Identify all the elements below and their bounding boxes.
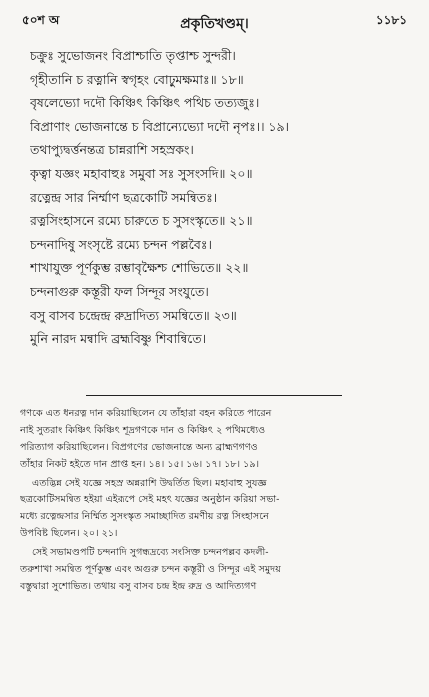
footnote-line: ছত্রকোটিসমন্বিত হইয়া এইরূপে সেই মহৎ যজ্ঞের অনুষ্ঠান করিয়া সভা- <box>20 494 280 506</box>
verse-line: বসু বাসব চন্দ্রেন্দ্র রুদ্রাদিত্য সমন্বিতে॥ ২৩॥ <box>30 307 237 323</box>
section-divider <box>86 395 342 396</box>
footnote-line: উপবিষ্ট ছিলেন। ২০। ২১। <box>20 528 118 540</box>
verse-line: বৃষলেভ্যো দদৌ কিঞ্চিৎ কিঞ্চিৎ পথিচ তত্যজুঃ। <box>30 95 260 111</box>
footnote-line: পরিত্যাগ করিয়াছিলেন। বিপ্রগণের ভোজনান্তে অন্য ব্রাহ্মণগণও <box>20 441 258 453</box>
verse-line: কৃত্বা যজ্ঞং মহাবাহুঃ সমুবা সঃ সুসংসদি॥ ২০॥ <box>30 165 253 181</box>
footnote-line: গণকে এত ধনরত্ন দান করিয়াছিলেন যে তাঁহারা বহন করিতে পারেন <box>20 408 272 419</box>
footnote-line: সেই সভামণ্ডপটি চন্দনাদি সুগন্ধদ্রব্যে সংসিক্ত চন্দনপল্লব কদলী- <box>32 547 269 559</box>
verse-line: চন্দনাদিষু সংসৃষ্টে রম্যে চন্দন পল্লবৈঃ। <box>30 236 212 252</box>
book-title: প্রকৃতিখণ্ডম্। <box>180 16 249 32</box>
verse-line: মুনি নারদ মন্বাদি ব্রহ্মবিষ্ণু শিবান্বিতে। <box>30 331 207 347</box>
footnote-paragraph <box>20 545 412 596</box>
verse-line: তথাপ্যুদ্বর্ত্তনন্তত্র চান্নরাশি সহস্রকং। <box>30 142 194 158</box>
footnote-line: মধ্যে রত্নেন্দ্রসার নির্ম্মিত সুসংস্কৃত সমাচ্ছাদিত রমণীয় রত্ন সিংহাসনে <box>20 511 269 523</box>
verse-line: চন্দনাগুরু কস্তূরী ফল সিন্দূর সংযুতে। <box>30 283 209 299</box>
chapter-number: ৫০শ অ <box>22 13 60 27</box>
footnote-paragraph <box>20 476 412 544</box>
footnote-line: তরুশাখা সমন্বিত পূর্ণকুম্ভ এবং অগুরু চন্দন কস্তূরী ও সিন্দূর এই সমুদয় <box>20 564 281 576</box>
footnote-line: এতদ্ভিন্ন সেই যজ্ঞে সহস্র অন্নরাশি উদ্বর্তিত ছিল। মহাবাহু সুযজ্ঞ <box>32 477 267 489</box>
verse-line: চক্রুঃ সুভোজনং বিপ্রাশ্চাতি তৃপ্তাশ্চ সুন্দরী। <box>30 48 236 63</box>
verse-line: শাখাযুক্ত পূর্ণকুম্ভ রম্ভাবৃক্ষৈশ্চ শোভিতে॥ ২২॥ <box>30 260 249 276</box>
translation-footnote <box>20 406 412 598</box>
verse-line: রত্নসিংহাসনে রম্যে চারুতে চ সুসংস্কৃতে॥ ২১॥ <box>30 213 253 229</box>
footnote-line: তাঁহার নিকট হইতে দান প্রাপ্ত হন। ১৪। ১৫। ১৬। ১৭। ১৮। ১৯। <box>20 458 260 470</box>
footnote-line: বস্তুদ্বারা সুশোভিত। তথায় বসু বাসব চন্দ্র ইন্দ্র রুদ্র ও আদিত্যগণ <box>20 580 257 592</box>
footnote-line: নাই সুতরাং কিঞ্চিৎ কিঞ্চিৎ শূদ্রগণকে দান ও কিঞ্চিৎ ২ পথিমধ্যেও <box>20 424 266 436</box>
sanskrit-verses <box>30 44 410 351</box>
verse-line: রত্নেন্দ্র সার নির্ম্মাণ ছত্রকোটি সমন্বিতঃ। <box>30 189 218 205</box>
footnote-paragraph <box>20 406 412 474</box>
page-number: ১১৮১ <box>375 13 407 27</box>
verse-line: বিপ্রাণাং ভোজনান্তে চ বিপ্রান্যেভ্যো দদৌ নৃপঃ।। ১৯। <box>30 118 289 134</box>
verse-line: গৃহীতানি চ রত্নানি স্বগৃহং বোঢ়ুমক্ষমাঃ॥ ১৮॥ <box>30 71 244 87</box>
page-header <box>22 12 407 34</box>
